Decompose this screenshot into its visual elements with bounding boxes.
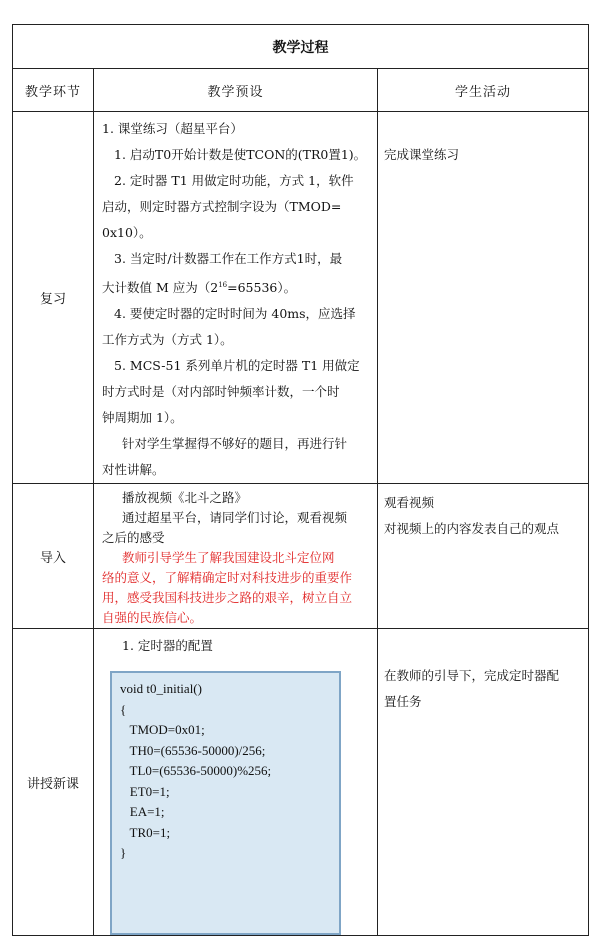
header-phase: 教学环节	[13, 69, 94, 112]
intro-activity-watch: 观看视频	[384, 495, 435, 511]
intro-video-title: 播放视频《北斗之路》	[122, 490, 248, 506]
lesson-plan-cell	[94, 629, 378, 936]
review-note: 针对学生掌握得不够好的题目，再进行针	[122, 436, 348, 452]
review-plan-cell	[94, 112, 378, 484]
code-line: {	[120, 701, 127, 717]
review-item: 2. 定时器 T1 用做定时功能，方式 1，软件	[114, 173, 354, 188]
intro-ideology: 络的意义，了解精确定时对科技进步的重要作	[102, 570, 353, 586]
phase-review: 复习	[13, 112, 94, 484]
review-item-power	[102, 272, 371, 301]
review-item: 1. 启动T0开始计数是使TCON的(TR0置1)。	[114, 147, 367, 162]
intro-activity-cell	[378, 484, 589, 629]
review-power-result: =65536）。	[227, 280, 297, 296]
review-item: 启动，则定时器方式控制字设为（TMOD=	[102, 199, 342, 214]
review-power-exponent: 16	[218, 281, 228, 289]
code-line: ET0=1;	[120, 783, 170, 799]
intro-discussion-cont: 之后的感受	[102, 530, 165, 546]
table-title: 教学过程	[13, 25, 589, 69]
intro-ideology: 用，感受我国科技进步之路的艰辛，树立自立	[102, 590, 353, 606]
review-power-base: 大计数值 M 应为（2	[102, 280, 219, 296]
intro-plan-cell	[94, 484, 378, 629]
lesson-activity-cell	[378, 629, 589, 936]
review-item: 工作方式为（方式 1）。	[102, 332, 233, 348]
header-plan: 教学预设	[94, 69, 378, 112]
code-block	[110, 671, 341, 935]
intro-ideology: 教师引导学生了解我国建设北斗定位网	[122, 550, 335, 566]
phase-new-lesson: 讲授新课	[13, 629, 94, 936]
review-item: 3. 当定时/计数器工作在工作方式1时，最	[114, 251, 343, 266]
teaching-process-table	[12, 24, 589, 936]
code-line: TL0=(65536-50000)%256;	[120, 763, 272, 779]
header-activity: 学生活动	[378, 69, 589, 112]
review-note: 对性讲解。	[102, 462, 165, 478]
review-item: 时方式时是（对内部时钟频率计数，一个时	[102, 384, 340, 400]
code-line: }	[120, 845, 127, 861]
lesson-activity-cont: 置任务	[384, 694, 422, 710]
review-item: 4. 要使定时器的定时时间为 40ms，应选择	[114, 306, 356, 322]
review-activity: 完成课堂练习	[378, 112, 589, 484]
code-line: EA=1;	[120, 804, 165, 820]
review-item: 5. MCS-51 系列单片机的定时器 T1 用做定	[114, 358, 360, 374]
lesson-heading: 1. 定时器的配置	[122, 638, 213, 654]
intro-discussion: 通过超星平台，请同学们讨论，观看视频	[122, 510, 348, 526]
lesson-activity: 在教师的引导下，完成定时器配	[384, 668, 560, 684]
intro-ideology: 自强的民族信心。	[102, 610, 203, 626]
phase-intro: 导入	[13, 484, 94, 629]
code-line: TR0=1;	[120, 824, 171, 840]
code-line: void t0_initial()	[120, 681, 202, 697]
intro-activity-comment: 对视频上的内容发表自己的观点	[384, 521, 560, 537]
code-line: TH0=(65536-50000)/256;	[120, 742, 266, 758]
review-item: 0x10）。	[102, 225, 152, 240]
review-heading: 1. 课堂练习（超星平台）	[102, 121, 243, 136]
review-item: 钟周期加 1）。	[102, 410, 183, 426]
code-line: TMOD=0x01;	[120, 722, 205, 738]
